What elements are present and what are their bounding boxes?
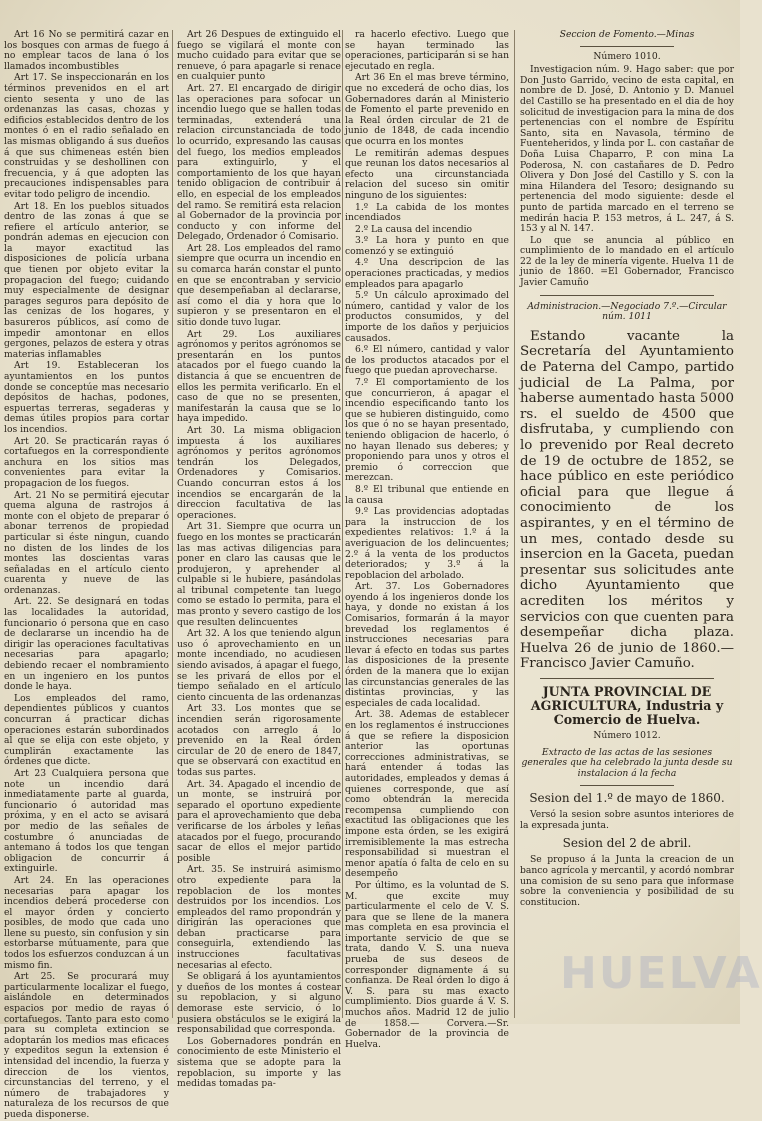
article-paragraph: Art. 27. El encargado de dirigir las operaciones para sofocar un incendio luego que se hallen todas terminadas, extenderá una relacion circunstanciada de todo lo ocurrido, expresando las causas del fuego, los medios empleados para extinguirlo, y el comportamiento de los que hayan tenido obligacion de contribuir á ello, en especial de los empleados del ramo. Se remitirá esta relacion al Gobernador de la provincia por conducto y con informe del Delegado, Ordenador ó Comisario.: [177, 82, 341, 243]
article-paragraph: Se obligará á los ayuntamientos y dueños de los montes á costear su repoblacion, y si alguno demorase este servicio, ó lo pusiera obstáculos se le exigirá la responsabilidad que corresponda.: [177, 971, 341, 1036]
list-item: 2.º La causa del incendio: [355, 223, 473, 235]
article-paragraph: Art 30. La misma obligacion impuesta á los auxiliares agrónomos y peritos agrónomos tendrán los Delegados, Ordenadores y Comisarios. Cuando concurran estos á los incendios se encargarán de la direccion facultativa de las operaciones.: [177, 424, 341, 521]
session-heading: Sesion del 1.º de mayo de 1860.: [529, 791, 725, 806]
column-divider: [342, 30, 343, 1018]
article-paragraph: ra hacerlo efectivo. Luego que se hayan terminado las operaciones, participarán si se han ejecutado en regla.: [345, 29, 509, 72]
divider: [580, 46, 674, 47]
article-paragraph: Art 19. Estableceran los ayuntamientos en los puntos donde se conceptúe mas necesario depósitos de hachas, podones, espuertas terreras, segaderas y demas útiles propios para cortar los incendios.: [4, 360, 169, 435]
notice-number: Número 1010.: [593, 50, 661, 62]
list-item: 1.º La cabida de los montes incendiados: [345, 201, 509, 224]
article-paragraph: Art 26 Despues de extinguido el fuego se vigilará el monte con mucho cuidado para evitar que se renueve, ó para apagarle si renace en cualquier punto: [177, 29, 341, 83]
archive-watermark: HUELVA: [560, 948, 762, 999]
column-2: [177, 29, 341, 1090]
article-paragraph: Art 29. Los auxiliares agrónomos y peritos agrónomos se presentarán en los puntos atacados por el fuego cuando la distancia á que se encuentren de ellos les permita verificarlo. En el caso de que no se presenten, manifestarán la causa que se lo haya impedido.: [177, 328, 341, 425]
section-heading: Seccion de Fomento.—Minas: [559, 29, 695, 40]
admin-heading: Administracion.—Negociado 7.º.—Circular núm. 1011: [527, 300, 727, 323]
article-paragraph: Art. 38. Ademas de establecer en los reglamentos é instrucciones á que se refiere la disposicion anterior las oportunas correcciones administrativas, se hará entender á todas las autoridades, empleados y demas á quienes corresponde, que así como obtendrán la merecida recompensa cumpliendo con exactitud las obligaciones que les impone esta órden, se les exigirá irremisiblemente la mas estrecha responsabilidad si muestran el menor apatía ó falta de celo en su desempeño: [345, 709, 509, 880]
article-paragraph: Art 25. Se procurará muy particularmente localizar el fuego, aislándole en determinados espacios por medio de rayas ó cortafuegos. Tanto para esto como para su completa extincion se adoptarán los medios mas eficaces y expeditos segun la extension é intensidad del incendio, la fuerza y direccion de los vientos, circunstancias del terreno, y el número de trabajadores y naturaleza de los recursos de que pueda disponerse.: [4, 971, 169, 1120]
list-item: 9.º Las providencias adoptadas para la instruccion de los expedientes relativos: 1.º á la averiguacion de los delincuentes; 2.º á la venta de los productos deteriorados; y 3.º á la repoblacion del arbolado.: [345, 506, 509, 581]
article-paragraph: Los Gobernadores pondrán en conocimiento de este Ministerio el sistema que se adopte para la repoblacion, su importe y las medidas tomadas pa-: [177, 1035, 341, 1090]
divider: [580, 785, 674, 786]
article-paragraph: Art. 37. Los Gobernadores oyendo á los ingenieros donde los haya, y donde no existan á los Comisarios, formarán á la mayor brevedad los reglamentos é instrucciones necesarias para llevar á efecto en todas sus partes las disposiciones de la presente órden de la manera que lo exijan las circunstancias generales de las distintas provincias, y las especiales de cada localidad.: [345, 581, 509, 709]
mining-notice-signature: Lo que se anuncia al público en cumplimiento de lo mandado en el artículo 22 de la ley de minería vigente. Huelva 11 de junio de 1860. =El Gobernador, Francisco Javier Camuño: [520, 234, 734, 289]
list-item: 6.º El número, cantidad y valor de los productos atacados por el fuego que puedan aprovecharse.: [345, 344, 509, 377]
junta-title: JUNTA PROVINCIAL DE AGRICULTURA, Industria y Comercio de Huelva.: [530, 683, 724, 727]
article-paragraph: Art 16 No se permitirá cazar en los bosques con armas de fuego á no emplear tacos de lana ó los llamados incombustibles: [4, 29, 169, 72]
session-heading: Sesion del 2 de abril.: [562, 836, 692, 851]
article-paragraph: Art 28. Los empleados del ramo siempre que ocurra un incendio en su comarca harán constar el punto en que se encontraban y servicio que desempeñaban al declararse, así como el dia y hora que lo supieron y se presentaron en el sitio donde tuvo lugar.: [177, 242, 341, 329]
article-paragraph: Art. 21 No se permitirá ejecutar quema alguna de rastrojos á monte con el objeto de preparar ó abonar terrenos de propiedad particular si éste ningun, cuando no disten de los lindes de los montes las doscientas varas señaladas en el artículo ciento cuarenta y nueve de las ordenanzas.: [4, 489, 169, 596]
mining-notice: Investigacion núm. 9. Hago saber: que por Don Justo Garrido, vecino de esta capital, en nombre de D. José, D. Antonio y D. Manuel del Castillo se ha presentado en el dia de hoy solicitud de investigacion para la mina de dos pertenencias con el nombre de Espíritu Santo, sita en Navasola, término de Fuenteheridos, y linda por L. con castañar de Doña Luisa Chaparro, P. con mina La Poderosa, N. con castañares de D. Pedro Olivera y Don José del Castillo y S. con la mina Hilandera del Tesoro; designando su pertenencia del modo siguiente: desde el punto de partida marcado en el terreno se medirán hacia P. 153 metros, á L. 247, á S. 153 y al N. 147.: [520, 64, 734, 235]
article-paragraph: Art 36 En el mas breve término, que no excederá de ocho dias, los Gobernadores darán al Ministerio de Fomento el parte prevenido en la Real órden circular de 21 de junio de 1848, de cada incendio que ocurra en los montes: [345, 72, 509, 147]
article-paragraph: Art 33. Los montes que se incendien serán rigorosamente acotados con arreglo á lo prevenido en la Real órden circular de 20 de enero de 1847, que se observará con exactitud en todas sus partes.: [177, 703, 341, 778]
list-item: 4.º Una descripcion de las operaciones practicadas, y medios empleados para apagarlo: [345, 257, 509, 290]
list-item: 3.º La hora y punto en que comenzó y se extinguió: [345, 235, 509, 257]
article-paragraph: Art. 22. Se designará en todas las localidades la autoridad, funcionario ó persona que en caso de declararse un incendio ha de dirigir las operaciones facultativas necesarias para apagarlo; debiendo recaer el nombramiento en un ingeniero en los puntos donde le haya.: [4, 596, 169, 693]
session-text: Versó la sesion sobre asuntos interiores de la expresada junta.: [520, 809, 734, 831]
article-paragraph: Art 23 Cualquiera persona que note un incendio dará inmediatamente parte al guarda, funcionario ó autoridad mas próxima, y en el acto se avisará por medio de las señales de costumbre ó anunciadas de antemano á todos los que tengan obligacion de concurrir á extinguirle.: [4, 767, 169, 875]
vacancy-notice: Estando vacante la Secretaría del Ayuntamiento de Paterna del Campo, partido judicial de La Palma, por haberse aumentado hasta 5000 rs. el sueldo de 4500 que disfrutaba, y cumpliendo con lo prevenido por Real decreto de 19 de octubre de 1852, se hace público en este periódico oficial para que llegue á conocimiento de los aspirantes, y en el término de un mes, contado desde su insercion en la Gaceta, puedan presentar sus solicitudes ante dicho Ayuntamiento que acrediten los méritos y servicios con que cuenten para desempeñar dicha plaza. Huelva 26 de junio de 1860.— Francisco Javier Camuño.: [520, 328, 734, 672]
column-3: [345, 29, 509, 1050]
article-paragraph: Art 31. Siempre que ocurra un fuego en los montes se practicarán las mas activas diligencias para poner en claro las causas que le produjeron, y aprehender al culpable si le hubiere, pasándolas al tribunal competente tan luego como se estado lo permita, para el mas pronto y severo castigo de los que resulten delincuentes: [177, 521, 341, 628]
list-item: 7.º El comportamiento de los que concurrieron, á apagar el incendio especificando tanto los que se hubieren distinguido, como los que ó no se hayan presentado, teniendo obligacion de hacerlo, ó no hayan llenado sus deberes; y proponiendo para unos y otros el premio ó correccion que merezcan.: [345, 377, 509, 484]
article-paragraph: Art 17. Se inspeccionarán en los términos prevenidos en el art ciento sesenta y uno de las ordenanzas las casas, chozas y edificios establecidos dentro de los montes ó en el radio señalado en las mismas obligando á sus dueños á que sus chimeneas estén bien construidas y se deshollinen con frecuencia, y á que adopten las precauciones indispensables para evitar todo peligro de incendio.: [4, 72, 169, 200]
column-1: [4, 29, 170, 1120]
column-4: [520, 30, 734, 1018]
article-paragraph: Art 18. En los pueblos situados dentro de las zonas á que se refiere el artículo anterior, se pondrán ademas en ejecucion con la mayor exactitud las disposiciones de policía urbana que tienen por objeto evitar la propagacion del fuego; cuidando muy especialmente de designar parages seguros para depósito de las cenizas de los hogares, y basureros públicos, así como de impedir amontonar en ellos gergones, pelazos de estera y otras materias inflamables: [4, 200, 170, 360]
article-paragraph: Los empleados del ramo, dependientes públicos y cuantos concurran á practicar dichas operaciones estarán subordinados al que se elija con este objeto, y cumplirán exactamente las órdenes que dicte.: [4, 692, 169, 768]
column-divider: [172, 30, 173, 1018]
extract-heading: Extracto de las actas de las sesiones generales que ha celebrado la junta desde su instalacion á la fecha: [521, 746, 733, 779]
column-divider: [514, 30, 515, 1018]
divider: [540, 678, 714, 679]
article-paragraph: Art. 34. Apagado el incendio de un monte, se instruirá por separado el oportuno expediente para el aprovechamiento que deba verificarse de los árboles y leñas atacados por el fuego, procurando sacar de ellos el mejor partido posible: [177, 778, 341, 864]
session-text: Se propuso á la Junta la creacion de un banco agrícola y mercantil, y acordó nombrar una comision de su seno para que informase sobre la conveniencia y posibilidad de su constitucion.: [520, 854, 734, 908]
article-paragraph: Art 24. En las operaciones necesarias para apagar los incendios deberá procederse con el mayor órden y concierto posibles, de modo que cada uno llene su puesto, sin confusion y sin estorbarse mútuamente, para que todos los esfuerzos conduzcan á un mismo fin.: [4, 874, 169, 971]
article-paragraph: Por último, es la voluntad de S. M. que excite muy particularmente el celo de V. S. para que se llene de la manera mas completa en esa provincia el importante servicio de que se trata, dando V. S. una nueva prueba de sus deseos de corresponder dignamente á su confianza. De Real órden lo digo á V. S. para su mas exacto cumplimiento. Dios guarde á V. S. muchos años. Madrid 12 de julio de 1858.— Corvera.—Sr. Gobernador de la provincia de Huelva.: [345, 879, 509, 1050]
divider: [540, 295, 714, 296]
list-item: 8.º El tribunal que entiende en la causa: [345, 483, 509, 506]
article-paragraph: Art 20. Se practicarán rayas ó cortafuegos en la correspondiente anchura en los sitios mas convenientes para evitar la propagacion de los fuegos.: [4, 435, 169, 489]
article-paragraph: Le remitirán ademas despues que reunan los datos necesarios al efecto una circunstanciada relacion del suceso sin omitir ninguno de los siguientes:: [345, 147, 509, 201]
article-paragraph: Art 32. A los que teniendo algun uso ó aprovechamiento en un monte incendiado, no acudiesen siendo avisados, á apagar el fuego, se les privará de ellos por el tiempo señalado en el artículo ciento cincuenta de las ordenanzas: [177, 628, 341, 703]
list-item: 5.º Un cálculo aproximado del número, cantidad y valor de los productos consumidos, y del importe de los daños y perjuicios causados.: [345, 290, 509, 344]
article-paragraph: Art. 35. Se instruirá asimismo otro expediente para la repoblacion de los montes destruidos por los incendios. Los empleados del ramo propondrán y dirigirán las operaciones que deban practicarse para conseguirla, extendiendo las instrucciones facultativas necesarias al efecto.: [177, 864, 341, 971]
notice-number: Número 1012.: [593, 729, 661, 741]
